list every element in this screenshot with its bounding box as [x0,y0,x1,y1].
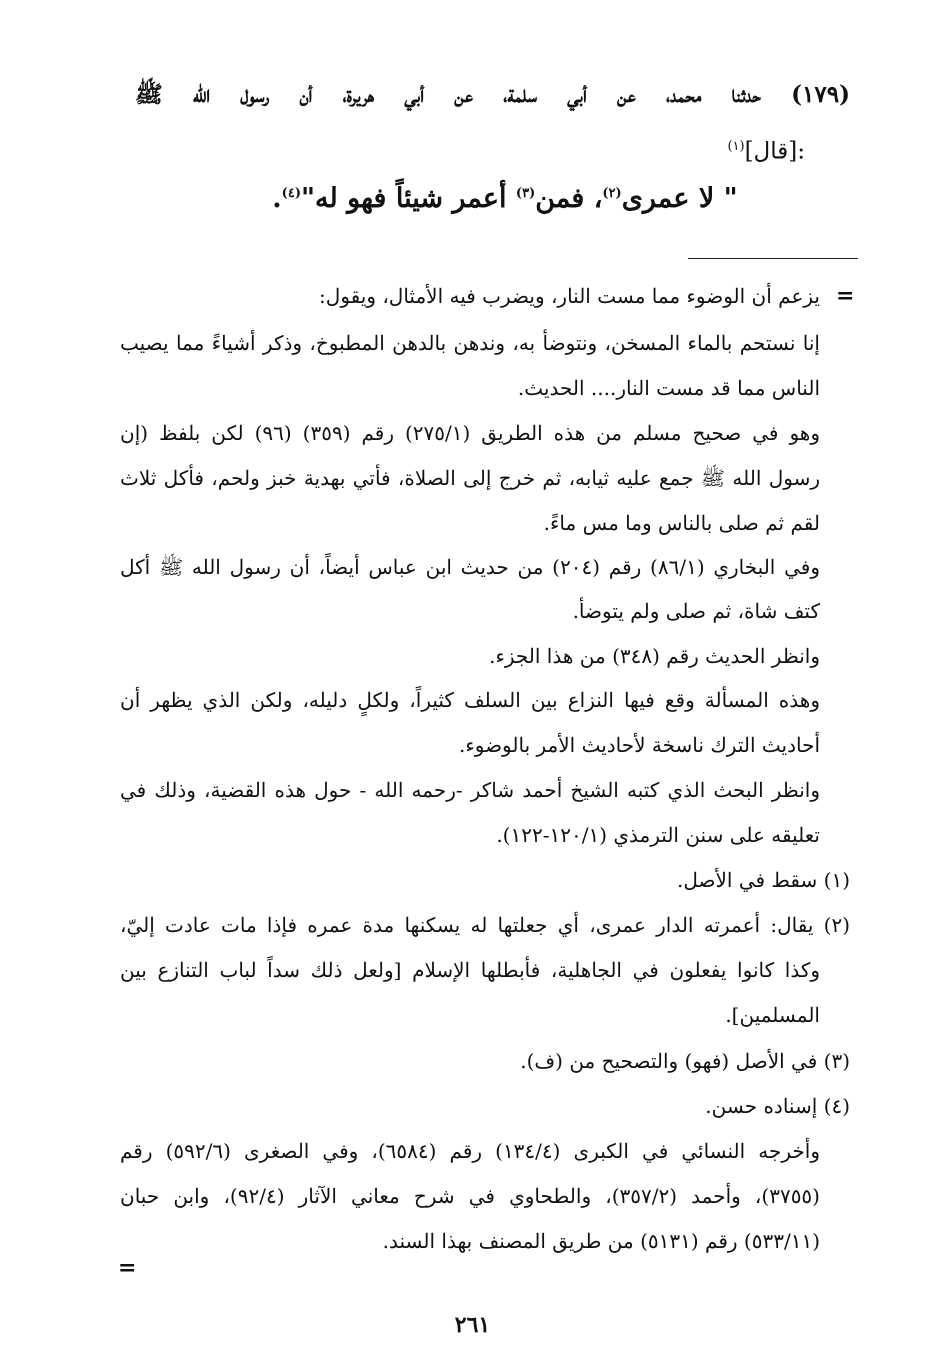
footnote-line: لقم ثم صلى بالناس وما مس ماءً. [543,511,820,535]
narration-line-2 [727,140,805,164]
footnote-line: وأخرجه النسائي في الكبرى (١٣٤/٤) رقم (٦٥٨٤)، وفي الصغرى (٥٩٢/٦) رقم [120,1139,820,1163]
footnote-line: (٣٧٥٥)، وأحمد (٣٥٧/٢)، والطحاوي في شرح معاني الآثار (٩٢/٤)، وابن حبان [120,1184,820,1208]
footnote-line: الناس مما قد مست النار.... الحديث. [517,376,820,400]
continuation-marker-bottom: = [118,1255,137,1281]
continuation-marker-top: = [836,283,855,309]
page-number: ٢٦١ [454,1312,491,1338]
footnote-line: كتف شاة، ثم صلى ولم يتوضأ. [572,599,820,623]
footnote-line: وهو في صحيح مسلم من هذه الطريق (٢٧٥/١) رقم (٣٥٩) (٩٦) لكن بلفظ (إن [120,421,820,445]
footnote-line: وكذا كانوا يفعلون في الجاهلية، فأبطلها الإسلام [ولعل ذلك سداً لباب التنازع بين [120,958,820,982]
footnote-3: (٣) في الأصل (فهو) والتصحيح من (ف). [520,1049,850,1073]
footnote-line: رسول الله ﷺ جمع عليه ثيابه، ثم خرج إلى الصلاة، فأتي بهدية خبز ولحم، فأكل ثلاث [120,466,820,490]
footnote-ref-3: (٣) [515,186,536,201]
footnote-line: تعليقه على سنن الترمذي (١٢٠/١-١٢٢). [496,823,820,847]
narration-said: :[قال] [744,138,805,165]
hadith-close-quote: " [300,183,316,214]
footnote-line: (٥٣٣/١١) رقم (٥١٣١) من طريق المصنف بهذا السند. [382,1229,820,1253]
footnote-1: (١) سقط في الأصل. [677,868,850,892]
footnote-line: وهذه المسألة وقع فيها النزاع بين السلف كثيراً، ولكلٍ دليله، ولكن الذي يظهر أن [120,688,820,712]
footnote-line: المسلمين]. [725,1003,820,1027]
footnote-ref-1: (١) [727,139,745,154]
footnote-ref-4: (٤) [281,186,301,201]
hadith-part-1: " لا عمرى [621,183,738,214]
footnote-line: إنا نستحم بالماء المسخن، ونتوضأ به، وندهن بالدهن المطبوخ، وذكر أشياءً مما يصيب [120,331,820,355]
hadith-end: . [272,183,282,214]
hadith-part-2: ، فمن [535,183,603,214]
footnote-line: وفي البخاري (٨٦/١) رقم (٢٠٤) من حديث ابن عباس أيضاً، أن رسول الله ﷺ أكل [120,555,820,579]
footnote-2: (٢) يقال: أعمرته الدار عمرى، أي جعلتها له يسكنها مدة عمره فإذا مات عادت إليّ، [120,913,851,937]
narration-line-1: (١٧٩) حدثنا محمد، عن أبي سلمة، عن أبي هريرة، أن رسول الله ﷺ [135,81,850,108]
footnote-line: أحاديث الترك ناسخة لأحاديث الأمر بالوضوء. [458,733,820,757]
footnote-separator [688,258,858,259]
footnote-line: يزعم أن الوضوء مما مست النار، ويضرب فيه الأمثال، ويقول: [319,284,820,308]
hadith-text [160,183,850,214]
footnote-line: وانظر الحديث رقم (٣٤٨) من هذا الجزء. [489,644,820,668]
footnote-line: وانظر البحث الذي كتبه الشيخ أحمد شاكر -رحمه الله - حول هذه القضية، وذلك في [120,778,820,802]
footnote-ref-2: (٢) [602,186,622,201]
footnote-4: (٤) إسناده حسن. [705,1094,850,1118]
hadith-part-3: أعمر شيئاً فهو له [315,183,516,214]
